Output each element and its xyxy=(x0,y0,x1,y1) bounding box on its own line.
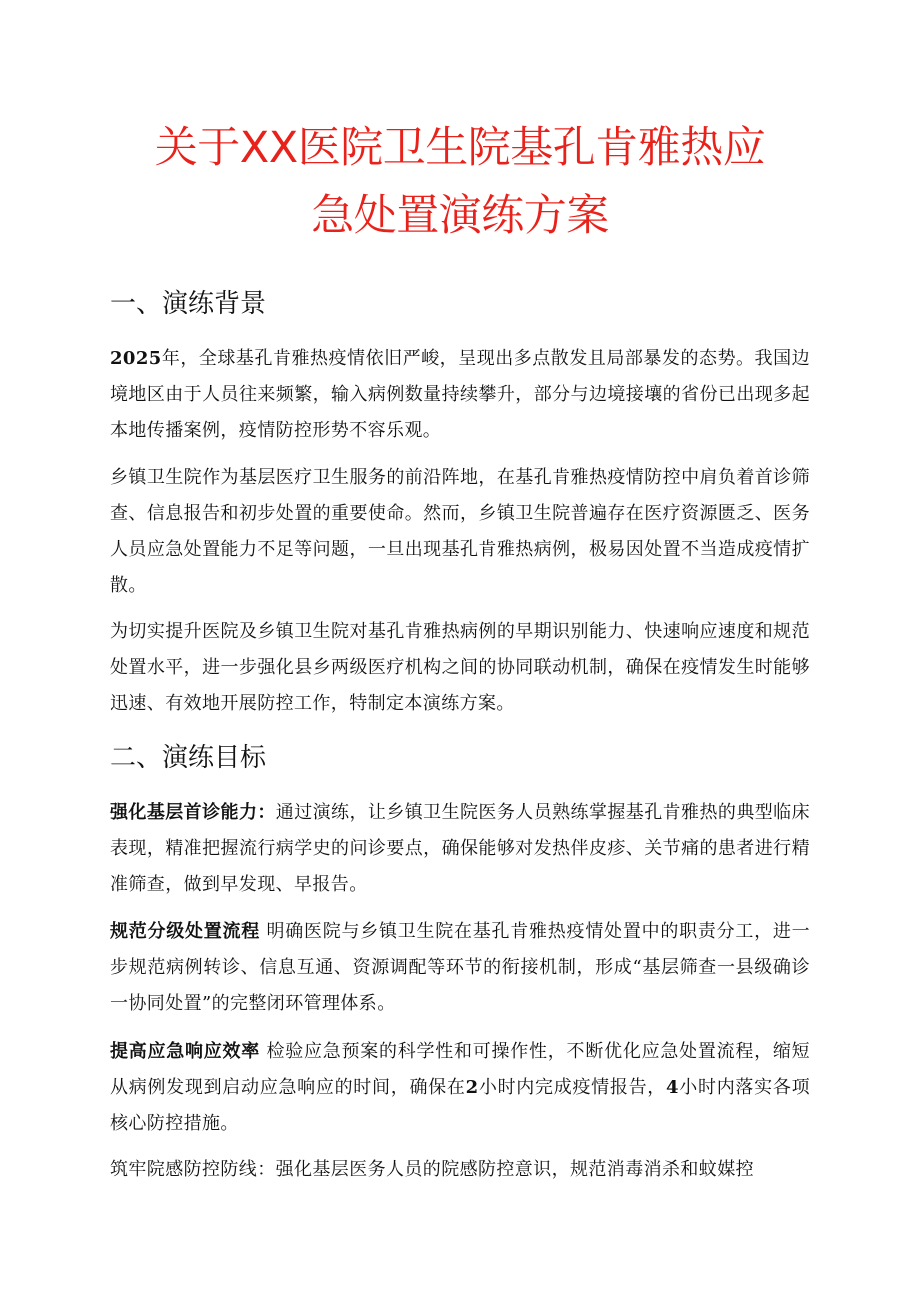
paragraph-text: 年，全球基孔肯雅热疫情依旧严峻，呈现出多点散发且局部暴发的态势。我国边境地区由于人员往来频繁，输入病例数量持续攀升，部分与边境接壤的省份已出现多起本地传播案例，疫情防控形势不容乐观。 xyxy=(110,348,810,441)
goal-item-text: 明确医院与乡镇卫生院在基孔肯雅热疫情处置中的职责分工，进一步规范病例转诊、信息互通、资源调配等环节的衔接机制，形成“基层筛查一县级确诊一协同处置”的完整闭环管理体系。 xyxy=(110,921,810,1014)
goal-item-2 xyxy=(110,914,810,1022)
goal-item-lead: 规范分级处置流程 xyxy=(110,921,261,942)
goal-item-lead: 强化基层首诊能力： xyxy=(110,802,276,823)
section-heading-background: 一、演练背景 xyxy=(110,289,267,319)
goal-item-4: 筑牢院感防控防线：强化基层医务人员的院感防控意识，规范消毒消杀和蚊媒控 xyxy=(110,1159,754,1180)
background-paragraph-2: 乡镇卫生院作为基层医疗卫生服务的前沿阵地，在基孔肯雅热疫情防控中肩负着首诊筛查、信息报告和初步处置的重要使命。然而，乡镇卫生院普遍存在医疗资源匮乏、医务人员应急处置能力不足等问题，一旦出现基孔肯雅热病例，极易因处置不当造成疫情扩散。 xyxy=(110,467,810,596)
goal-item-text: 小时内完成疫情报告， xyxy=(478,1077,667,1098)
goal-item-lead: 提高应急响应效率 xyxy=(110,1041,261,1062)
document-title-line-1: 关于XX医院卫生院基孔肯雅热应 xyxy=(154,123,766,173)
goal-item-text: 检验应急预案的科学性和可操作性，不断优化应急处置流程，缩短从病例发现到启动应急响应的时间，确保在 xyxy=(110,1041,810,1098)
hours-report-value: 2 xyxy=(465,1077,479,1098)
year-value: 2025 xyxy=(110,348,162,369)
background-paragraph-1 xyxy=(110,341,810,449)
section-heading-goals: 二、演练目标 xyxy=(110,743,267,773)
goal-item-3 xyxy=(110,1034,810,1142)
background-paragraph-3: 为切实提升医院及乡镇卫生院对基孔肯雅热病例的早期识别能力、快速响应速度和规范处置水平，进一步强化县乡两级医疗机构之间的协同联动机制，确保在疫情发生时能够迅速、有效地开展防控工作，特制定本演练方案。 xyxy=(110,621,810,714)
document-title-line-2: 急处置演练方案 xyxy=(311,191,609,241)
goal-item-text: 小时内落实各项核心防控措施。 xyxy=(110,1077,810,1134)
hours-measures-value: 4 xyxy=(666,1077,679,1098)
goal-item-text: 通过演练，让乡镇卫生院医务人员熟练掌握基孔肯雅热的典型临床表现，精准把握流行病学史的问诊要点，确保能够对发热伴皮疹、关节痛的患者进行精准筛查，做到早发现、早报告。 xyxy=(110,802,810,895)
goal-item-1 xyxy=(110,795,810,903)
